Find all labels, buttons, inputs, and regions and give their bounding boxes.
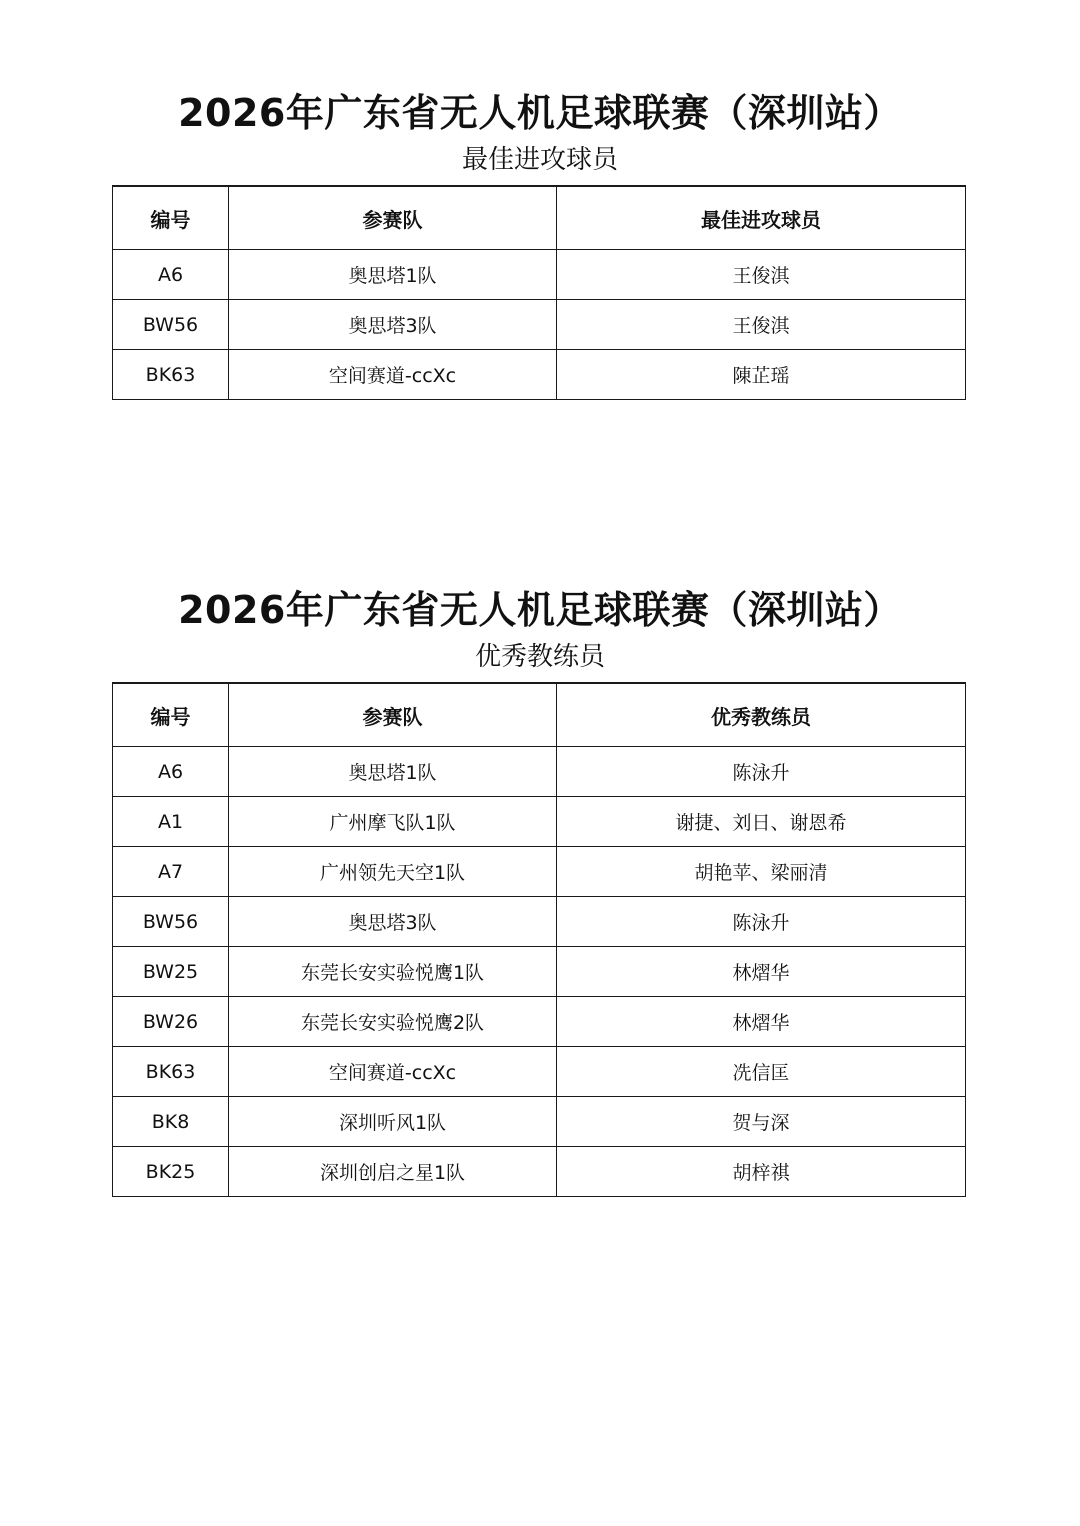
cell-player: 陳芷瑶 [557,350,966,400]
excellent-coach-table [112,682,966,1197]
cell-id: A1 [113,797,229,847]
cell-team: 深圳创启之星1队 [229,1147,557,1197]
section-subtitle: 优秀教练员 [474,642,605,672]
cell-team: 广州领先天空1队 [229,847,557,897]
column-header-award: 最佳进攻球员 [557,186,966,250]
column-header-id: 编号 [113,683,229,747]
cell-id: BK63 [113,350,229,400]
cell-coach: 陈泳升 [557,747,966,797]
cell-player: 王俊淇 [557,250,966,300]
cell-team: 东莞长安实验悦鹰2队 [229,997,557,1047]
cell-coach: 胡梓祺 [557,1147,966,1197]
cell-id: A7 [113,847,229,897]
cell-team: 深圳听风1队 [229,1097,557,1147]
cell-coach: 林熠华 [557,947,966,997]
cell-coach: 贺与深 [557,1097,966,1147]
cell-id: BW26 [113,997,229,1047]
cell-team: 空间赛道-ccXc [229,1047,557,1097]
table-row [113,897,966,947]
best-attacker-table [112,185,966,400]
column-header-id: 编号 [113,186,229,250]
cell-team: 广州摩飞队1队 [229,797,557,847]
cell-coach: 林熠华 [557,997,966,1047]
column-header-team: 参赛队 [229,683,557,747]
cell-player: 王俊淇 [557,300,966,350]
cell-id: BK25 [113,1147,229,1197]
column-header-award: 优秀教练员 [557,683,966,747]
table-row [113,1147,966,1197]
cell-coach: 谢捷、刘日、谢恩希 [557,797,966,847]
cell-coach: 胡艳苹、梁丽清 [557,847,966,897]
section-subtitle: 最佳进攻球员 [461,145,618,175]
excellent-coach-section [0,583,1080,1184]
table-header-row [113,683,966,747]
cell-id: BW56 [113,897,229,947]
table-header-row [113,186,966,250]
section-title: 2026年广东省无人机足球联赛（深圳站） [178,91,902,135]
table-row [113,847,966,897]
cell-team: 奥思塔3队 [229,897,557,947]
cell-team: 奥思塔1队 [229,250,557,300]
table-row [113,747,966,797]
table-row [113,797,966,847]
table-row [113,1047,966,1097]
cell-id: BW25 [113,947,229,997]
column-header-team: 参赛队 [229,186,557,250]
cell-team: 奥思塔3队 [229,300,557,350]
cell-team: 奥思塔1队 [229,747,557,797]
table-row [113,350,966,400]
cell-id: BK63 [113,1047,229,1097]
table-row [113,300,966,350]
cell-team: 东莞长安实验悦鹰1队 [229,947,557,997]
cell-coach: 陈泳升 [557,897,966,947]
table-row [113,250,966,300]
best-attacker-section [0,86,1080,387]
cell-team: 空间赛道-ccXc [229,350,557,400]
section-title: 2026年广东省无人机足球联赛（深圳站） [178,588,902,632]
table-row [113,947,966,997]
table-row [113,1097,966,1147]
cell-coach: 冼信匡 [557,1047,966,1097]
table-row [113,997,966,1047]
cell-id: A6 [113,250,229,300]
cell-id: A6 [113,747,229,797]
cell-id: BK8 [113,1097,229,1147]
cell-id: BW56 [113,300,229,350]
